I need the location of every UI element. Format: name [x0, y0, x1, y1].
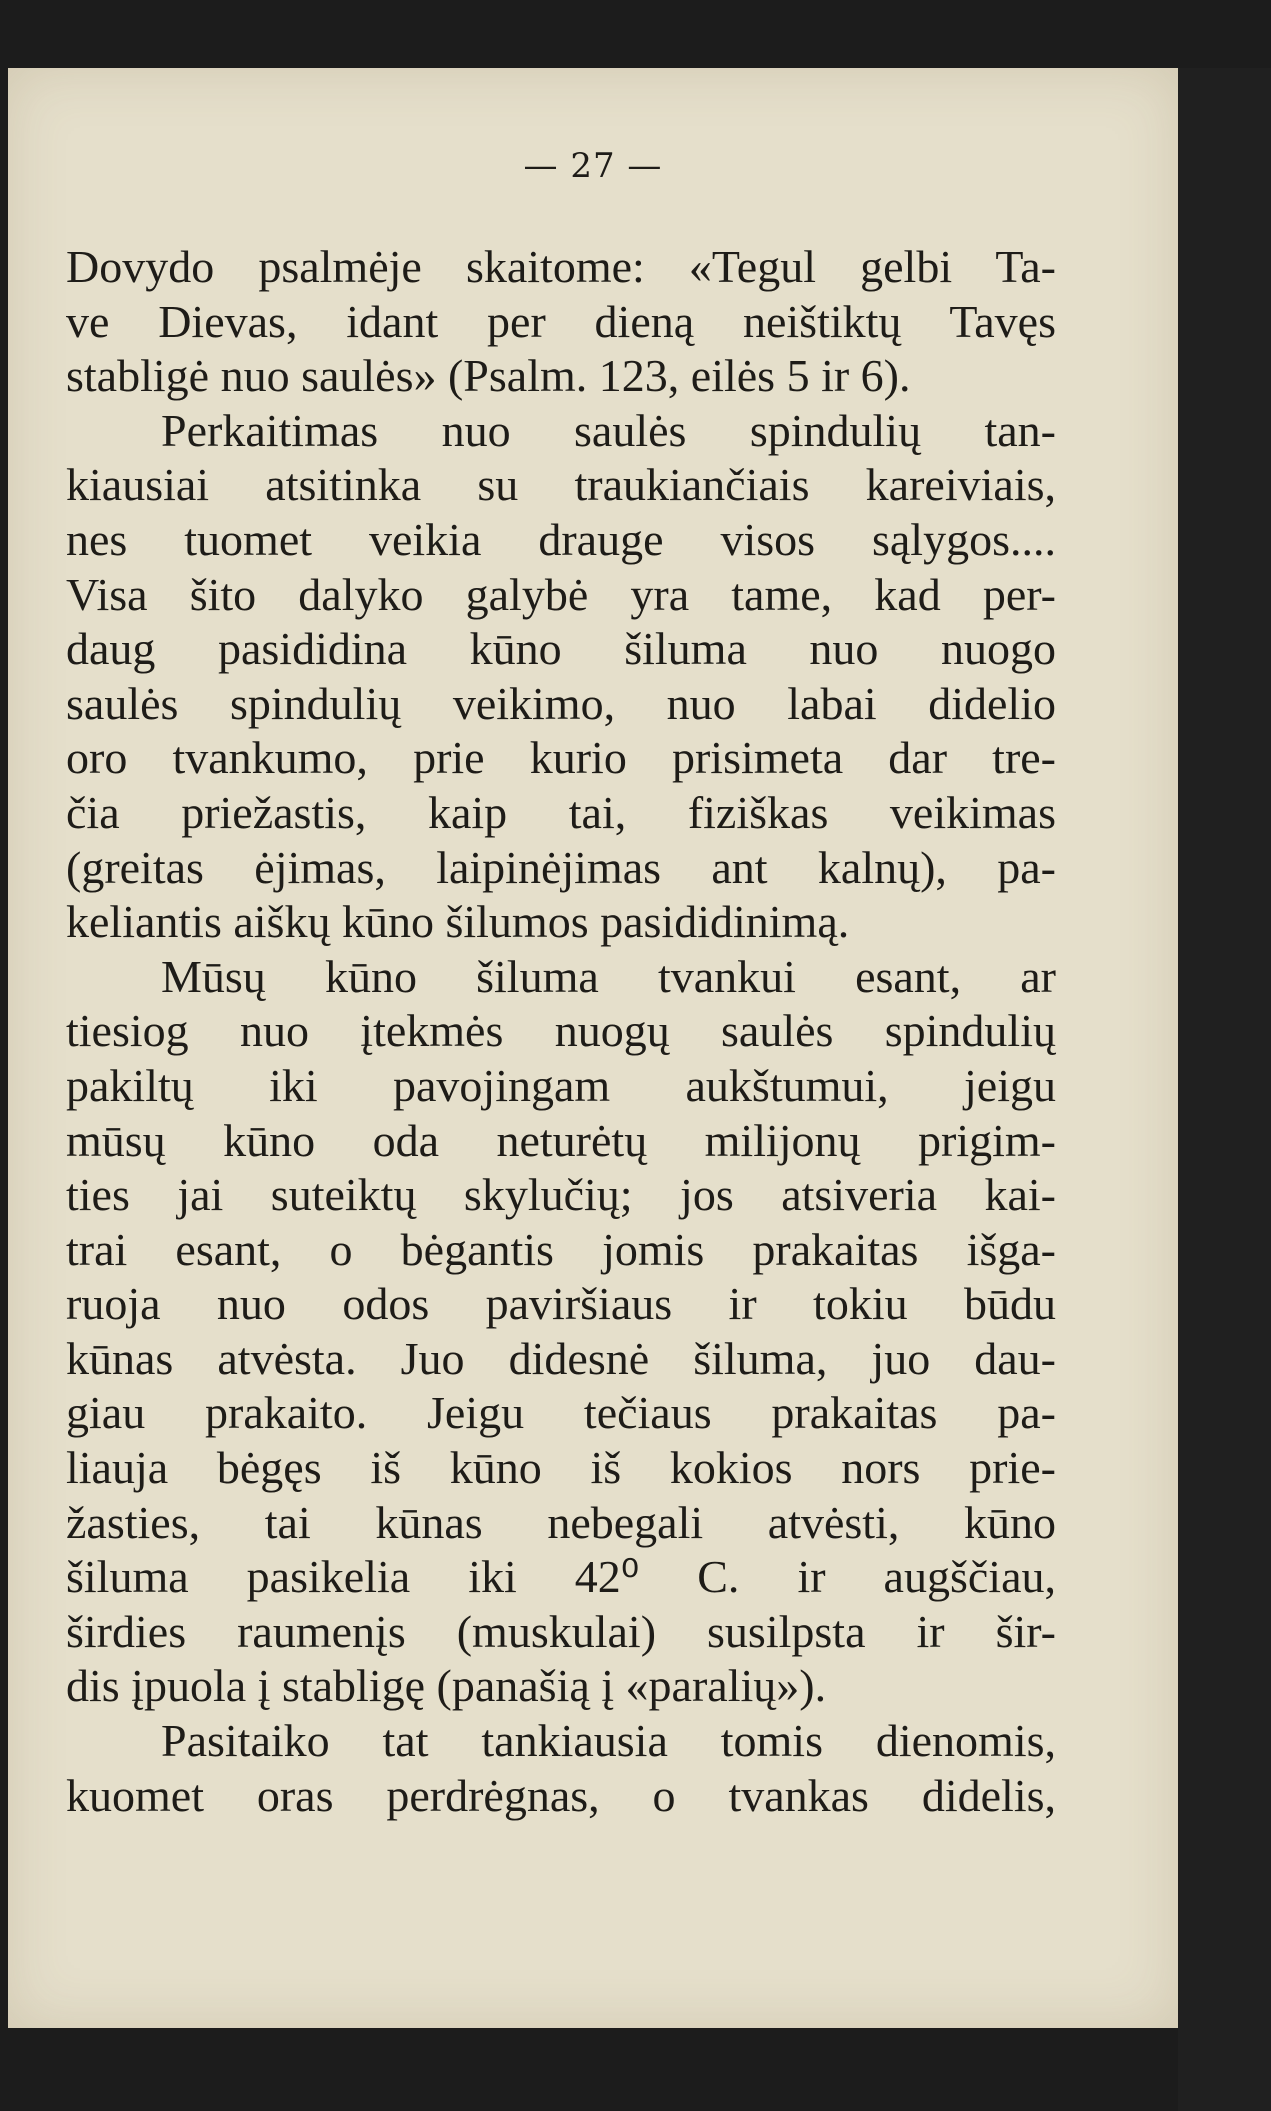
text-line: kūnas atvėsta. Juo didesnė šiluma, juo dau- [66, 1332, 1056, 1384]
text-line: trai esant, o bėgantis jomis prakaitas išga- [66, 1223, 1056, 1275]
text-line: ties jai suteiktų skylučių; jos atsiveria kai- [66, 1169, 1056, 1221]
text-line: Visa šito dalyko galybė yra tame, kad per- [66, 568, 1056, 620]
page-number: — 27 — [523, 146, 663, 186]
text-line: Mūsų kūno šiluma tvankui esant, ar [161, 950, 1056, 1002]
text-line: nes tuomet veikia drauge visos sąlygos.... [66, 513, 1056, 565]
book-page [8, 68, 1178, 2028]
text-line: Dovydo psalmėje skaitome: «Tegul gelbi Ta- [66, 241, 1056, 292]
text-line: žasties, tai kūnas nebegali atvėsti, kūno [66, 1496, 1056, 1548]
text-line: mūsų kūno oda neturėtų milijonų prigim- [66, 1114, 1056, 1166]
scan-background [1178, 68, 1271, 2111]
text-line: oro tvankumo, prie kurio prisimeta dar tre- [66, 732, 1056, 784]
text-line: dis įpuola į stabligę (panašią į «paralių»). [66, 1660, 827, 1712]
text-line: ve Dievas, idant per dieną neištiktų Tavęs [66, 295, 1056, 347]
text-line: Pasitaiko tat tankiausia tomis dienomis, [161, 1715, 1056, 1767]
text-line: stabligė nuo saulės» (Psalm. 123, eilės 5 ir 6). [66, 350, 911, 402]
text-line: ruoja nuo odos paviršiaus ir tokiu būdu [66, 1278, 1056, 1330]
text-line: kuomet oras perdrėgnas, o tvankas didelis, [66, 1769, 1056, 1821]
body-text [66, 240, 1056, 1823]
text-line: kiausiai atsitinka su traukiančiais kareiviais, [66, 459, 1056, 511]
text-line: saulės spindulių veikimo, nuo labai didelio [66, 677, 1056, 729]
text-line: daug pasididina kūno šiluma nuo nuogo [66, 623, 1056, 675]
text-line: giau prakaito. Jeigu tečiaus prakaitas pa- [66, 1387, 1056, 1439]
text-line: keliantis aiškų kūno šilumos pasididinimą. [66, 896, 850, 948]
text-line: Perkaitimas nuo saulės spindulių tan- [161, 404, 1056, 456]
text-line: šiluma pasikelia iki 42⁰ C. ir augščiau, [66, 1551, 1056, 1603]
text-line: pakiltų iki pavojingam aukštumui, jeigu [66, 1059, 1056, 1111]
text-line: čia priežastis, kaip tai, fiziškas veikimas [66, 786, 1056, 838]
text-line: (greitas ėjimas, laipinėjimas ant kalnų), pa- [66, 841, 1056, 893]
text-line: liauja bėgęs iš kūno iš kokios nors prie- [66, 1442, 1056, 1494]
text-line: tiesiog nuo įtekmės nuogų saulės spindulių [66, 1005, 1056, 1057]
text-line: širdies raumenįs (muskulai) susilpsta ir šir- [66, 1605, 1056, 1657]
